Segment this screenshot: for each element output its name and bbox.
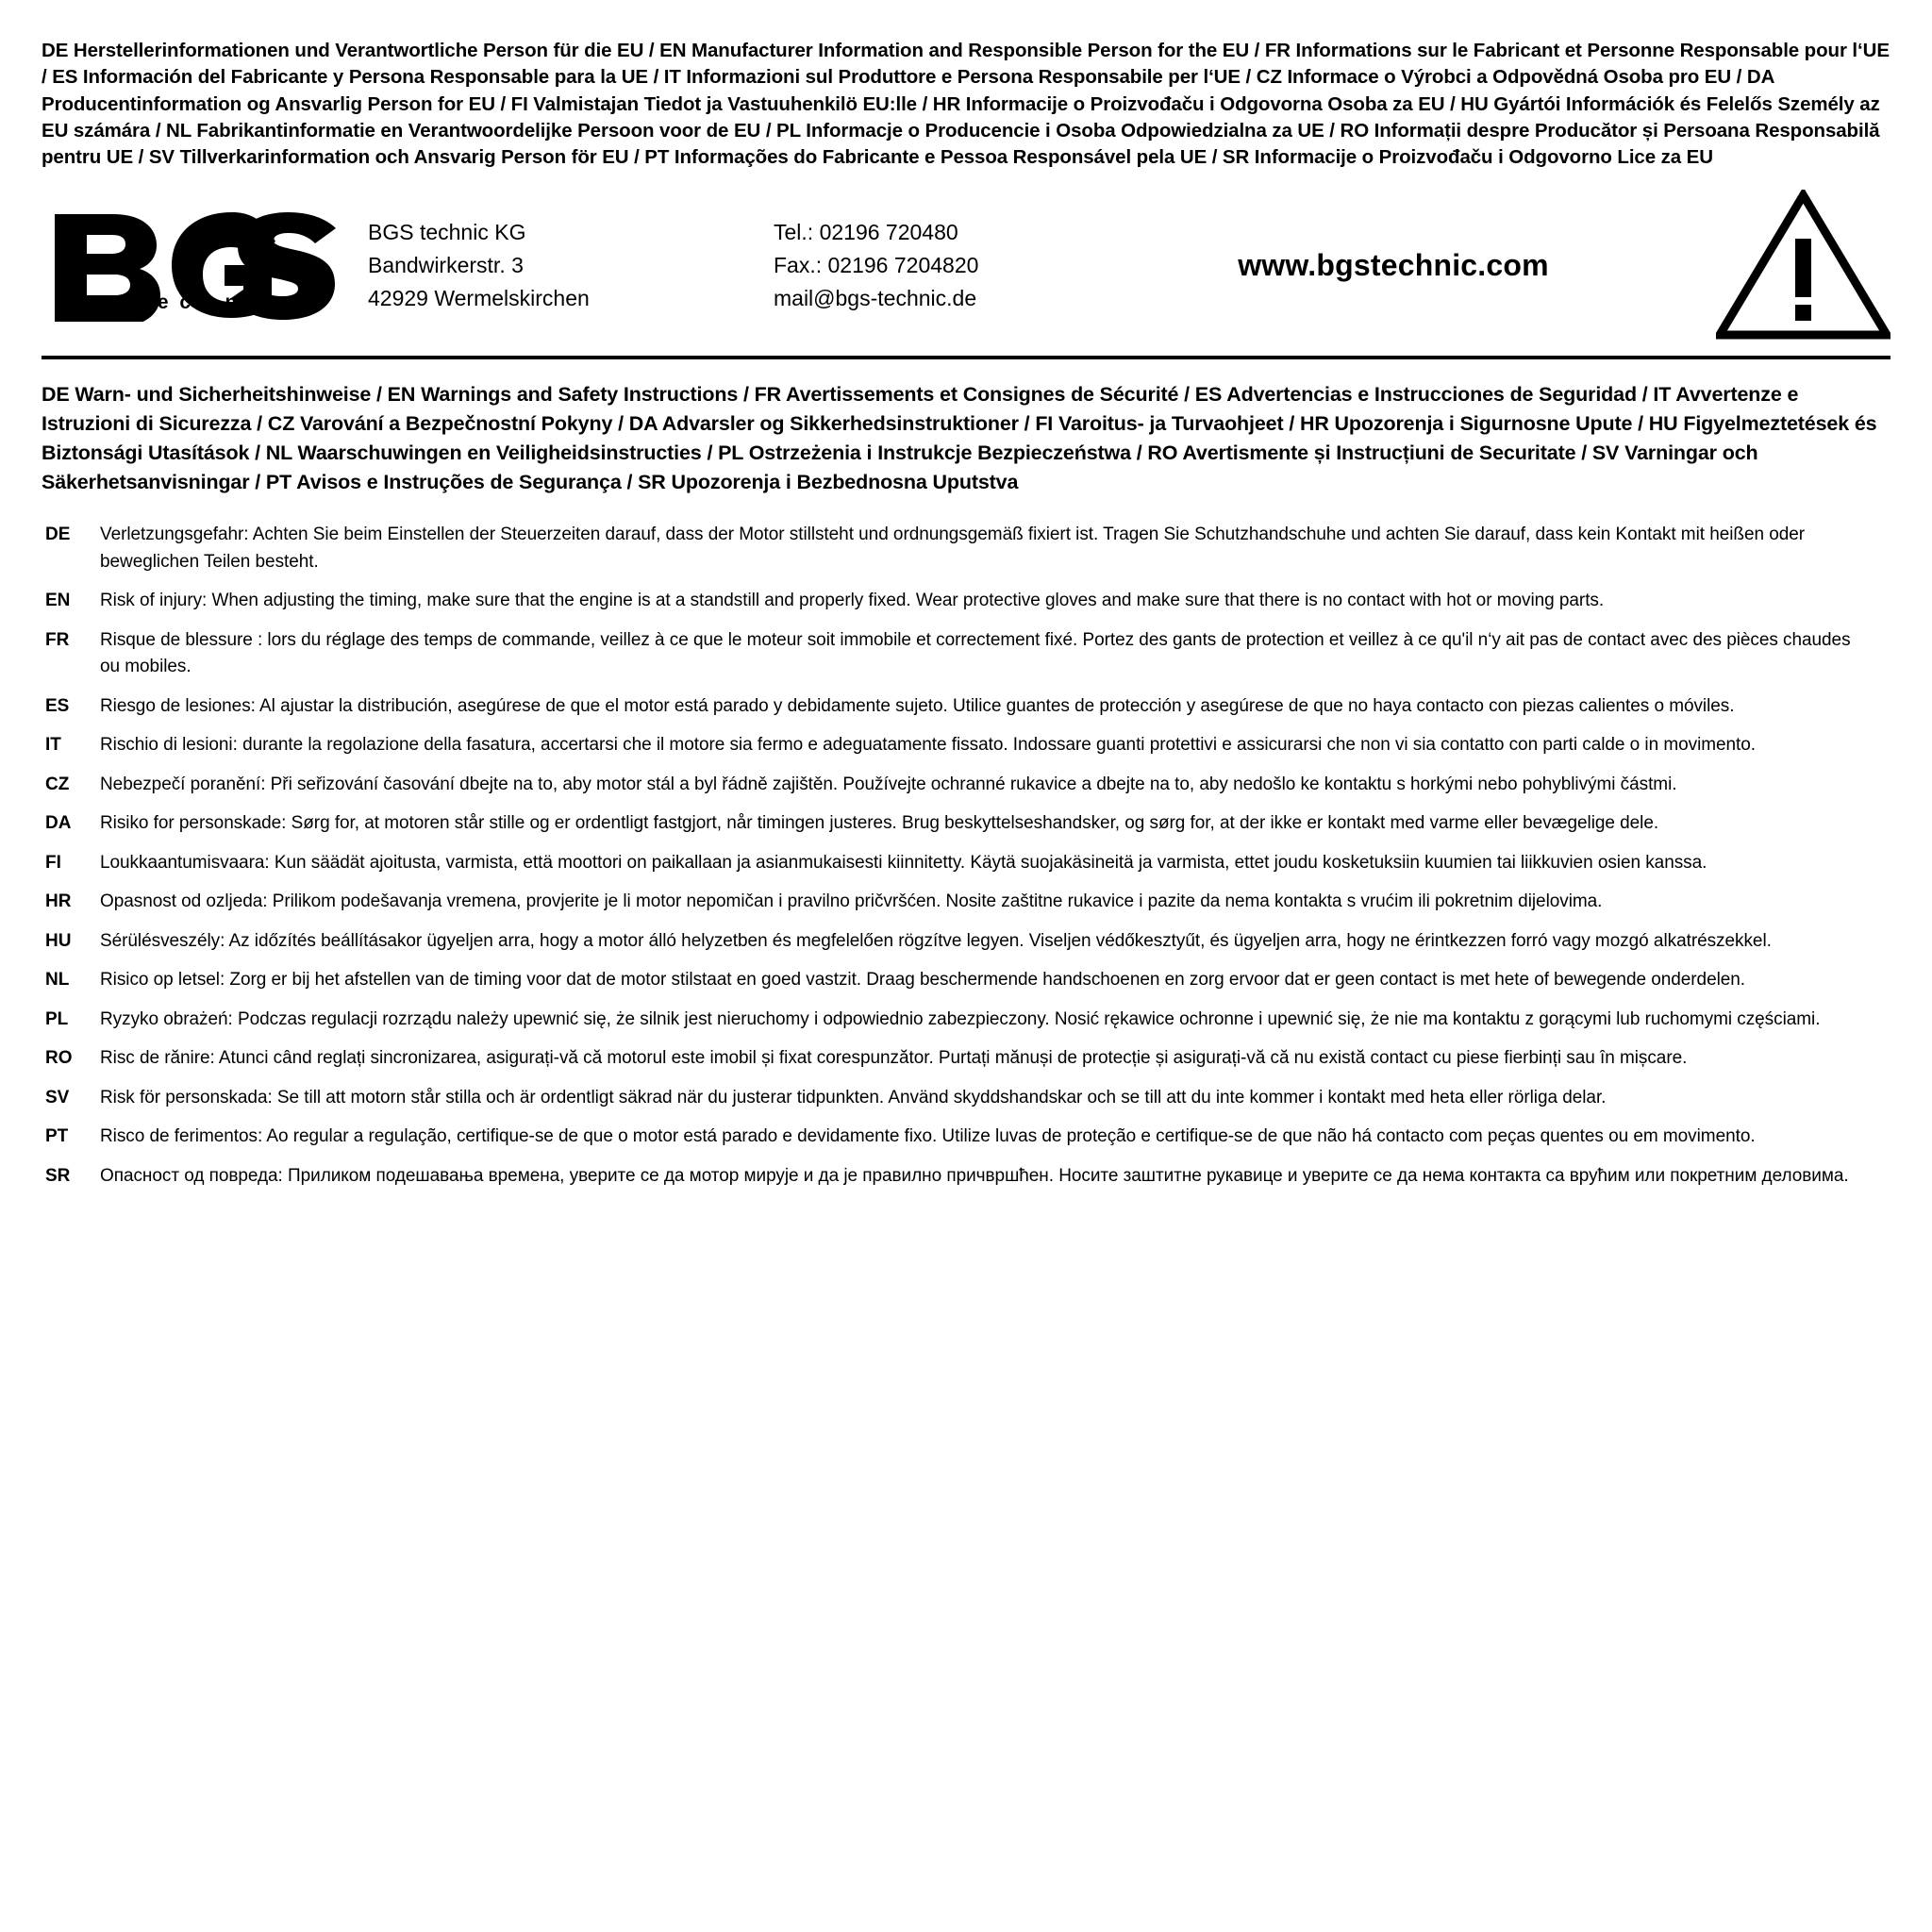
bgs-logo xyxy=(42,208,358,322)
language-code: PL xyxy=(45,1008,69,1029)
list-item xyxy=(42,732,1890,759)
safety-instructions-heading: DE Warn- und Sicherheitshinweise / EN Warnings and Safety Instructions / FR Avertissements et Consignes de Sécurité / ES Advertencias e Instrucciones de Seguridad / IT Avvertenze e Istruzioni di Sicurezza / CZ Varování a Bezpečnostní Pokyny / DA Advarsler og Sikkerhedsinstruktioner / FI Varoitus- ja Turvaohjeet / HR Upozorenja i Sigurnosne Upute / HU Figyelmeztetések és Biztonsági Utasítások / NL Waarschuwingen en Veiligheidsinstructies / PL Ostrzeżenia i Instrukcje Bezpieczeństwa / RO Avertismente și Instrucțiuni de Securitate / SV Varningar och Säkerhetsanvisningar / PT Avisos e Instruções de Segurança / SR Upozorenja i Bezbednosna Uputstva xyxy=(42,383,1877,494)
language-code: SR xyxy=(45,1165,71,1186)
language-code: HR xyxy=(45,891,72,912)
company-contact-band xyxy=(42,184,1890,359)
list-item xyxy=(42,810,1890,838)
warning-triangle-icon xyxy=(1711,190,1890,341)
warning-text: Risc de rănire: Atunci când reglați sincronizarea, asigurați-vă că motorul este imobil și fixat corespunzător. Purtați mănuși de protecție și asigurați-vă că nu există contact cu piese fierbinți sau în mișcare. xyxy=(100,1048,1688,1069)
company-name: BGS technic KG xyxy=(368,219,526,244)
list-item xyxy=(42,588,1890,615)
company-tel: Tel.: 02196 720480 xyxy=(774,219,958,244)
list-item xyxy=(42,1045,1890,1073)
company-contact xyxy=(774,216,1113,315)
list-item xyxy=(42,889,1890,916)
warning-text: Ryzyko obrażeń: Podczas regulacji rozrządu należy upewnić się, że silnik jest nieruchomy i odpowiednio zabezpieczony. Nosić rękawice ochronne i upewnić się, że nie ma kontaktu z gorącymi lub ruchomymi częściami. xyxy=(100,1008,1821,1029)
language-code: SV xyxy=(45,1087,70,1108)
warning-text: Loukkaantumisvaara: Kun säädät ajoitusta, varmista, että moottori on paikallaan ja asianmukaisesti kiinnitetty. Käytä suojakäsineitä ja varmista, ettet joudu kosketuksiin kuumien tai liikkuvien osien kanssa. xyxy=(100,852,1707,873)
language-code: ES xyxy=(45,695,70,716)
company-city: 42929 Wermelskirchen xyxy=(368,285,590,310)
list-item xyxy=(42,1124,1890,1151)
company-fax: Fax.: 02196 7204820 xyxy=(774,252,979,277)
company-street: Bandwirkerstr. 3 xyxy=(368,252,524,277)
language-code: IT xyxy=(45,735,61,756)
list-item xyxy=(42,967,1890,994)
language-code: EN xyxy=(45,591,71,611)
warning-text: Risco de ferimentos: Ao regular a regulação, certifique-se de que o motor está parado e devidamente fixo. Utilize luvas de proteção e certifique-se de que não há contacto com peças quentes ou em movimento. xyxy=(100,1126,1756,1147)
warning-text: Sérülésveszély: Az időzítés beállításakor ügyeljen arra, hogy a motor álló helyzetben és megfelelően rögzítve legyen. Viseljen védőkesztyűt, és ügyeljen arra, hogy ne érintkezzen forró vagy mozgó alkatrészekkel. xyxy=(100,930,1772,951)
language-code: NL xyxy=(45,970,70,991)
list-item xyxy=(42,850,1890,877)
list-item xyxy=(42,928,1890,956)
warning-text: Risk för personskada: Se till att motorn står stilla och är ordentligt säkrad när du justerar tidpunkten. Använd skyddshandskar och se till att du inte kommer i kontakt med heta eller rörliga delar. xyxy=(100,1087,1607,1108)
language-code: FI xyxy=(45,852,61,873)
registered-mark: ® xyxy=(294,214,308,236)
list-item xyxy=(42,1163,1890,1191)
warning-text: Opasnost od ozljeda: Prilikom podešavanja vremena, provjerite je li motor nepomičan i pravilno pričvršćen. Nosite zaštitne rukavice i pazite da nema kontakta s vrućim ili pokretnim dijelovima. xyxy=(100,891,1603,912)
logo-subtext: t e c h n i c xyxy=(140,291,279,314)
company-address xyxy=(358,216,774,315)
list-item xyxy=(42,627,1890,681)
warning-text: Risico op letsel: Zorg er bij het afstellen van de timing voor dat de motor stilstaat en goed vastzit. Draag beschermende handschoenen en zorg ervoor dat er geen contact is met hete of bewegende onderdelen. xyxy=(100,970,1746,991)
list-item xyxy=(42,1085,1890,1112)
warning-text: Risiko for personskade: Sørg for, at motoren står stille og er ordentligt fastgjort, når timingen justeres. Brug beskyttelseshandsker, og sørg for, at der ikke er kontakt med varme eller bevægelige dele. xyxy=(100,813,1659,834)
warning-text: Rischio di lesioni: durante la regolazione della fasatura, accertarsi che il motore sia fermo e adeguatamente fissato. Indossare guanti protettivi e assicurarsi che non vi sia contatto con parti calde o in movimento. xyxy=(100,735,1757,756)
company-email: mail@bgs-technic.de xyxy=(774,285,977,310)
language-code: DE xyxy=(45,525,71,545)
language-code: FR xyxy=(45,629,70,650)
warning-text: Verletzungsgefahr: Achten Sie beim Einstellen der Steuerzeiten darauf, dass der Motor stillsteht und ordnungsgemäß fixiert ist. Tragen Sie Schutzhandschuhe und achten Sie darauf, dass kein Kontakt mit heißen oder beweglichen Teilen besteht. xyxy=(100,525,1806,572)
warning-text: Risque de blessure : lors du réglage des temps de commande, veillez à ce que le moteur soit immobile et correctement fixé. Portez des gants de protection et veillez à ce qu'il n‘y ait pas de contact avec des pièces chaudes ou mobiles. xyxy=(100,629,1851,677)
language-code: CZ xyxy=(45,774,70,794)
language-code: PT xyxy=(45,1126,69,1147)
warning-text: Опасност од повреда: Приликом подешавања времена, уверите се да мотор мирује и да је правилно причвршћен. Носите заштитне рукавице и уверите се да нема контакта са врућим или покретним деловима. xyxy=(100,1165,1849,1186)
warning-text: Nebezpečí poranění: Při seřizování časování dbejte na to, aby motor stál a byl řádně zajištěn. Používejte ochranné rukavice a dbejte na to, aby nedošlo ke kontaktu s horkými nebo pohyblivými částmi. xyxy=(100,774,1677,794)
list-item xyxy=(42,693,1890,721)
list-item xyxy=(42,1007,1890,1034)
safety-warnings-list xyxy=(42,522,1890,1190)
language-code: DA xyxy=(45,813,72,834)
list-item xyxy=(42,772,1890,799)
company-website: www.bgstechnic.com xyxy=(1238,247,1549,282)
manufacturer-info-heading: DE Herstellerinformationen und Verantwortliche Person für die EU / EN Manufacturer Information and Responsible Person for the EU / FR Informations sur le Fabricant et Personne Responsable pour l‘UE / ES Información del Fabricante y Persona Responsable para la UE / IT Informazioni sul Produttore e Persona Responsabile per l‘UE / CZ Informace o Výrobci a Odpovědná Osoba pro EU / DA Producentinformation og Ansvarlig Person for EU / FI Valmistajan Tiedot ja Vastuuhenkilö EU:lle / HR Informacije o Proizvođaču i Odgovorna Osoba za EU / HU Gyártói Információk és Felelős Személy az EU számára / NL Fabrikantinformatie en Verantwoordelijke Persoon voor de EU / PL Informacje o Producencie i Osoba Odpowiedzialna za UE / RO Informații despre Producător și Persoana Responsabilă pentru UE / SV Tillverkarinformation och Ansvarig Person för EU / PT Informações do Fabricante e Pessoa Responsável pela UE / SR Informacije o Proizvođaču i Odgovorno Lice za EU xyxy=(42,40,1890,169)
warning-text: Risk of injury: When adjusting the timing, make sure that the engine is at a standstill and properly fixed. Wear protective gloves and make sure that there is no contact with hot or moving parts. xyxy=(100,591,1605,611)
language-code: HU xyxy=(45,930,72,951)
language-code: RO xyxy=(45,1048,73,1069)
list-item xyxy=(42,522,1890,575)
warning-text: Riesgo de lesiones: Al ajustar la distribución, asegúrese de que el motor está parado y debidamente sujeto. Utilice guantes de protección y asegúrese de que no haya contacto con piezas calientes o móviles. xyxy=(100,695,1735,716)
